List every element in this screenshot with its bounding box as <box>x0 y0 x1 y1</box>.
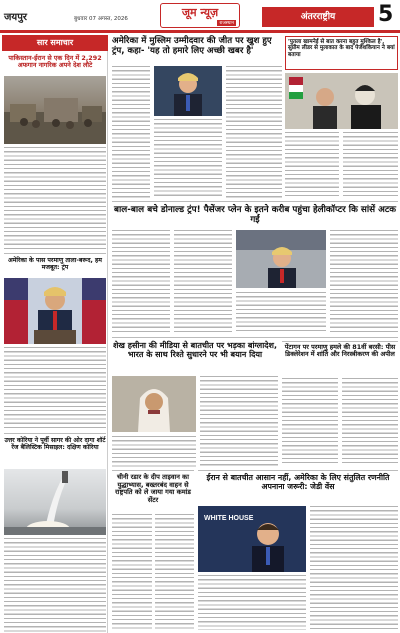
brief1-body <box>4 147 106 250</box>
edition-city: जयपुर <box>4 12 27 23</box>
main-story-body-col2 <box>154 119 222 198</box>
quote-photo <box>285 73 398 129</box>
briefs-title: सार समाचार <box>2 35 108 51</box>
masthead <box>0 0 400 33</box>
story6-body-col2 <box>155 514 194 630</box>
story4-body-col2 <box>342 378 398 466</box>
newspaper-logo <box>160 3 240 28</box>
story2-body-col2 <box>174 230 232 334</box>
edition-date: बुधवार 07 अगस्त, 2026 <box>74 16 128 22</box>
brief1-photo-art <box>4 76 106 144</box>
story5-body-col1 <box>198 575 306 630</box>
divider <box>112 337 398 338</box>
story2-body-col1 <box>112 230 170 334</box>
story2-body-col4 <box>330 230 398 334</box>
brief2-body <box>4 347 106 429</box>
main-story-body-col1 <box>112 66 150 198</box>
story6-headline: चीनी रडार के दीप ताइवान का युद्धाभ्यास, बख्तरबंद वाहन से राष्ट्रपति को ले जाया गया कमांड सेंटर <box>115 473 191 504</box>
main-story-photo <box>154 66 222 116</box>
brief1-photo <box>4 76 106 144</box>
brief3-body <box>4 538 106 633</box>
story4-headline: पेंटागन पर परमाणु हमले की 81वीं बरसी: पीस डिक्लेरेशन में शांति और निरस्त्रीकरण की अपील <box>284 343 396 359</box>
divider <box>4 433 106 434</box>
sidebar-briefs <box>2 35 108 633</box>
story3-body-col1 <box>112 436 196 468</box>
whitehouse-sign: WHITE HOUSE <box>204 515 254 522</box>
story2-body-col3 <box>236 292 326 334</box>
brief1-headline: पाकिस्तान-ईरान से एक दिन में 2,292 अफगान नागरिक अपने देश लौटे <box>8 54 102 70</box>
section-title: अंतरराष्ट्रीय <box>262 7 374 27</box>
brief2-photo <box>4 278 106 344</box>
page-number: 5 <box>378 2 394 27</box>
main-story-photo-art <box>154 66 222 116</box>
story5-photo-art <box>198 506 306 572</box>
story3-headline: शेख हसीना की मीडिया से बातचीत पर भड़का बांग्लादेश, भारत के साथ रिश्ते सुधारने पर भी बयान दिया <box>112 341 277 360</box>
story2-photo <box>236 230 326 288</box>
quote-photo-art <box>285 73 398 129</box>
divider <box>112 470 194 471</box>
quote-story-body-col1 <box>285 132 339 198</box>
quote-box-headline: 'पुतला खामनेई से बात करना बहुत मुश्किल है', सुप्रीम लीडर से मुलाकात के बाद पेजेशकियान ने बयां बताया <box>288 39 395 58</box>
main-headline: अमेरिका में मुस्लिम उम्मीदवार की जीत पर खुश हुए ट्रंप, कहा- 'यह तो हमारे लिए अच्छी खबर है' <box>112 36 272 56</box>
divider <box>4 253 106 254</box>
story3-photo <box>112 376 196 432</box>
story5-body-col2 <box>310 506 398 630</box>
story3-photo-art <box>112 376 196 432</box>
quote-box <box>285 36 398 70</box>
logo-title: जूम न्यूज़ <box>181 6 219 19</box>
story5-photo <box>198 506 306 572</box>
brief2-photo-art <box>4 278 106 344</box>
story2-photo-art <box>236 230 326 288</box>
divider <box>112 201 398 202</box>
logo-subtitle: राजस्थान <box>219 21 234 26</box>
divider <box>282 341 398 342</box>
story2-headline: बाल-बाल बचे डोनाल्ड ट्रंप! पैसेंजर प्लेन के इतने करीब पहुंचा हेलीकॉप्टर कि सांसें अटक गईं <box>113 205 397 226</box>
story3-body-col2 <box>200 376 278 468</box>
brief2-headline: अमेरिका के पास परमाणु ताला-बरूद, हम मजबूत: ट्रंप <box>7 257 103 272</box>
story5-headline: ईरान से बातचीत आसान नहीं, अमेरिका के लिए संतुलित रणनीति अपनाना जरूरी: जेडी वेंस <box>206 473 390 491</box>
brief3-photo <box>4 469 106 535</box>
divider <box>198 470 398 471</box>
brief3-photo-art <box>4 469 106 535</box>
story6-body-col1 <box>112 514 152 630</box>
brief3-headline: उत्तर कोरिया ने पूर्वी सागर की ओर दागा शॉर्ट रेंज बैलिस्टिक मिसाइल: दक्षिण कोरिया <box>4 437 106 452</box>
quote-story-body-col2 <box>343 132 398 198</box>
story4-body-col1 <box>282 378 338 466</box>
main-story-body-col3 <box>226 66 282 198</box>
